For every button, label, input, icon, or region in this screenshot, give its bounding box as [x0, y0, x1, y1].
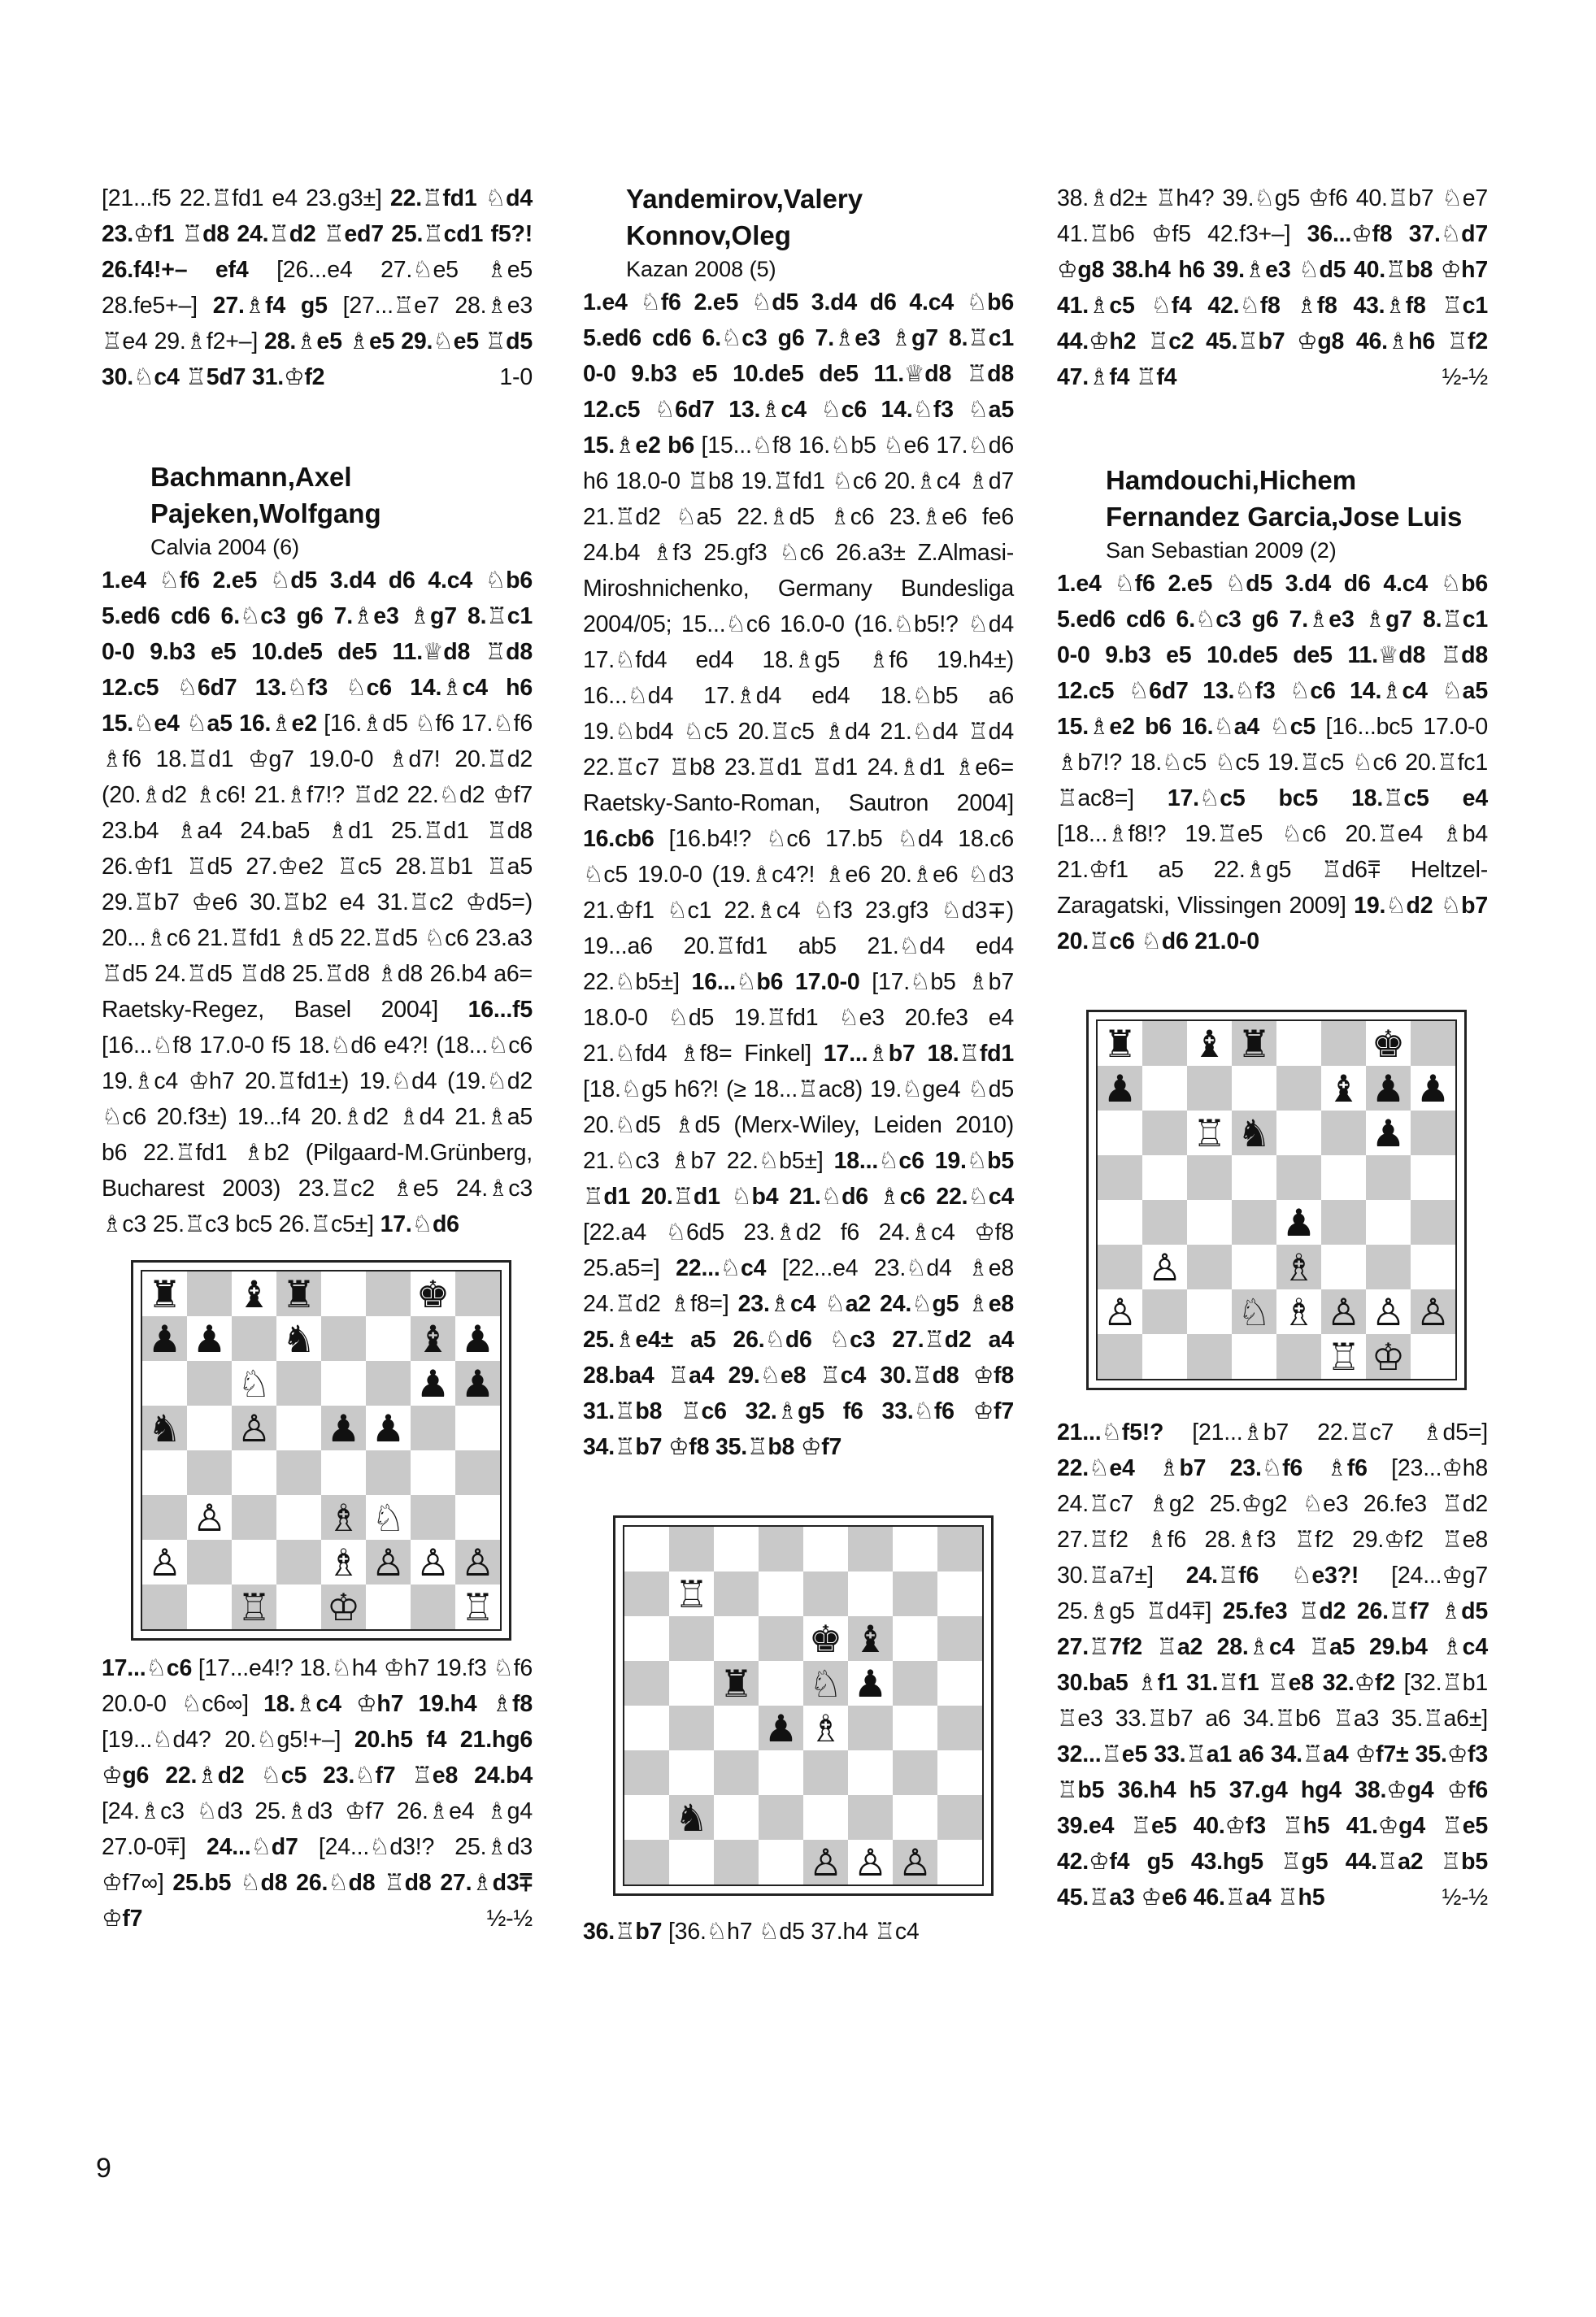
- board-square: [848, 1795, 893, 1840]
- white-bishop-icon: ♗: [326, 1540, 361, 1585]
- board-square: [1321, 1200, 1366, 1245]
- board-square: [1098, 1021, 1142, 1066]
- white-rook-icon: ♖: [1192, 1111, 1227, 1155]
- black-rook-icon: ♜: [281, 1272, 316, 1316]
- board-square: [455, 1495, 500, 1540]
- board-square: [669, 1795, 714, 1840]
- board-square: [411, 1450, 455, 1495]
- board-square: [937, 1616, 982, 1661]
- black-knight-icon: ♞: [147, 1406, 182, 1450]
- board-square: [1142, 1021, 1187, 1066]
- board-square: [366, 1540, 411, 1585]
- board-square: [366, 1495, 411, 1540]
- board-square: [455, 1272, 500, 1316]
- board-square: [1142, 1289, 1187, 1334]
- column-3: [1057, 180, 1488, 1915]
- black-pawn-icon: ♟: [147, 1316, 182, 1361]
- game-result: ½-½: [1442, 364, 1488, 390]
- player-black: Pajeken,Wolfgang: [150, 498, 381, 528]
- board-square: [276, 1406, 321, 1450]
- board-square: [411, 1406, 455, 1450]
- black-bishop-icon: ♝: [415, 1316, 450, 1361]
- board-square: [276, 1540, 321, 1585]
- board-square: [1321, 1289, 1366, 1334]
- white-rook-icon: ♖: [237, 1585, 272, 1629]
- board-square: [1098, 1334, 1142, 1379]
- board-square: [848, 1706, 893, 1750]
- column-1: [102, 180, 533, 1937]
- board-square: [759, 1840, 803, 1884]
- board-square: [893, 1616, 937, 1661]
- board-square: [803, 1840, 848, 1884]
- board-square: [276, 1272, 321, 1316]
- board-square: [232, 1495, 276, 1540]
- white-king-icon: ♔: [326, 1585, 361, 1629]
- board-square: [803, 1616, 848, 1661]
- board-square: [714, 1840, 759, 1884]
- board-square: [232, 1272, 276, 1316]
- board-square: [1366, 1021, 1411, 1066]
- board-square: [714, 1706, 759, 1750]
- white-pawn-icon: ♙: [371, 1540, 406, 1585]
- black-king-icon: ♚: [808, 1616, 843, 1661]
- board-square: [1276, 1155, 1321, 1200]
- board-square: [893, 1527, 937, 1571]
- black-pawn-icon: ♟: [1416, 1066, 1450, 1111]
- board-square: [937, 1840, 982, 1884]
- board-square: [759, 1527, 803, 1571]
- board-square: [1366, 1200, 1411, 1245]
- board-square: [366, 1585, 411, 1629]
- board-square: [142, 1406, 187, 1450]
- player-white: Hamdouchi,Hichem: [1106, 465, 1357, 495]
- chess-board: [623, 1525, 984, 1886]
- board-square: [759, 1571, 803, 1616]
- board-square: [937, 1571, 982, 1616]
- board-square: [937, 1706, 982, 1750]
- board-square: [1098, 1289, 1142, 1334]
- board-square: [669, 1571, 714, 1616]
- board-square: [1366, 1245, 1411, 1289]
- black-pawn-icon: ♟: [1371, 1066, 1406, 1111]
- board-square: [1098, 1066, 1142, 1111]
- board-square: [1098, 1155, 1142, 1200]
- board-square: [848, 1840, 893, 1884]
- board-square: [1187, 1155, 1232, 1200]
- white-pawn-icon: ♙: [808, 1840, 843, 1884]
- board-square: [1232, 1200, 1276, 1245]
- player-black: Fernandez Garcia,Jose Luis: [1106, 502, 1463, 532]
- board-square: [759, 1661, 803, 1706]
- board-square: [321, 1406, 366, 1450]
- board-square: [937, 1661, 982, 1706]
- white-knight-icon: ♘: [1237, 1289, 1272, 1334]
- board-square: [893, 1795, 937, 1840]
- board-square: [803, 1661, 848, 1706]
- white-pawn-icon: ♙: [415, 1540, 450, 1585]
- board-square: [276, 1361, 321, 1406]
- board-square: [366, 1316, 411, 1361]
- black-pawn-icon: ♟: [1102, 1066, 1137, 1111]
- board-square: [1321, 1021, 1366, 1066]
- game-continuation: 38.♗d2± ♖h4? 39.♘g5 ♔f6 40.♖b7 ♘e7 41.♖b6 ♔f5 42.f3+–] 36...♔f8 37.♘d7 ♔g8 38.h4 h6 39.♗e3 ♘d5 40.♖b8 ♔h7 41.♗c5 ♘f4 42.♘f8 ♗f8 43.♗f8 ♖c1 44.♔h2 ♖c2 45.♖b7 ♔g8 46.♗h6 ♖f2 47.♗f4 ♖f4 ½-½: [1057, 180, 1488, 395]
- board-square: [1098, 1245, 1142, 1289]
- board-square: [848, 1571, 893, 1616]
- board-square: [759, 1706, 803, 1750]
- board-square: [1142, 1245, 1187, 1289]
- board-square: [669, 1616, 714, 1661]
- black-pawn-icon: ♟: [853, 1661, 888, 1706]
- board-square: [714, 1527, 759, 1571]
- board-square: [893, 1840, 937, 1884]
- black-rook-icon: ♜: [719, 1661, 754, 1706]
- board-square: [803, 1706, 848, 1750]
- board-square: [187, 1406, 232, 1450]
- board-square: [1411, 1200, 1455, 1245]
- white-bishop-icon: ♗: [1281, 1245, 1316, 1289]
- board-square: [1232, 1111, 1276, 1155]
- white-pawn-icon: ♙: [898, 1840, 933, 1884]
- board-square: [1187, 1021, 1232, 1066]
- black-knight-icon: ♞: [674, 1795, 709, 1840]
- board-square: [232, 1450, 276, 1495]
- board-square: [187, 1361, 232, 1406]
- game-moves-after-diagram: 36.♖b7 [36.♘h7 ♘d5 37.h4 ♖c4: [583, 1919, 920, 1945]
- board-square: [276, 1495, 321, 1540]
- board-square: [1187, 1289, 1232, 1334]
- game-moves-after-diagram: 17...♘c6 [17...e4!? 18.♘h4 ♔h7 19.f3 ♘f6 20.0-0 ♘c6∞] 18.♗c4 ♔h7 19.h4 ♗f8 [19...♘d4? 20.♘g5!+–] 20.h5 f4 21.hg6 ♔g6 22.♗d2 ♘c5 23.♘f7 ♖e8 24.b4 [24.♗c3 ♘d3 25.♗d3 ♔f7 26.♗e4 ♗g4 27.0-0⩱] 24...♘d7 [24...♘d3!? 25.♗d3 ♔f7∞] 25.b5 ♘d8 26.♘d8 ♖d8 27.♗d3⩱ ♔f7 ½-½: [102, 1650, 533, 1937]
- board-square: [411, 1361, 455, 1406]
- game-event: Kazan 2008 (5): [626, 257, 776, 281]
- board-square: [366, 1406, 411, 1450]
- white-bishop-icon: ♗: [326, 1495, 361, 1540]
- board-square: [411, 1495, 455, 1540]
- black-pawn-icon: ♟: [763, 1706, 798, 1750]
- game-continuation: [21...f5 22.♖fd1 e4 23.g3±] 22.♖fd1 ♘d4 23.♔f1 ♖d8 24.♖d2 ♖ed7 25.♖cd1 f5?! 26.f4!+– ef4 [26...e4 27.♘e5 ♗e5 28.fe5+–] 27.♗f4 g5 [27...♖e7 28.♗e3 ♖e4 29.♗f2+–] 28.♗e5 ♗e5 29.♘e5 ♖d5 30.♘c4 ♖5d7 31.♔f2 1-0: [102, 180, 533, 395]
- board-square: [1321, 1111, 1366, 1155]
- chess-board: [141, 1270, 502, 1631]
- board-square: [411, 1585, 455, 1629]
- board-square: [893, 1706, 937, 1750]
- board-square: [714, 1571, 759, 1616]
- board-square: [624, 1527, 669, 1571]
- board-square: [1276, 1245, 1321, 1289]
- white-pawn-icon: ♙: [1147, 1245, 1182, 1289]
- game-result: ½-½: [486, 1906, 533, 1932]
- game-moves: 1.e4 ♘f6 2.e5 ♘d5 3.d4 d6 4.c4 ♘b6 5.ed6 cd6 6.♘c3 g6 7.♗e3 ♗g7 8.♖c1 0-0 9.b3 e5 10.de5 de5 11.♕d8 ♖d8 12.c5 ♘6d7 13.♘f3 ♘c6 14.♗c4 ♘a5 15.♗e2 b6 16.♘a4 ♘c5 [16...bc5 17.0-0 ♗b7!? 18.♘c5 ♘c5 19.♖c5 ♘c6 20.♖fc1 ♖ac8=] 17.♘c5 bc5 18.♖c5 e4 [18...♗f8!? 19.♖e5 ♘c6 20.♖e4 ♗b4 21.♔f1 a5 22.♗g5 ♖d6⩱ Heltzel-Zaragatski, Vlissingen 2009] 19.♘d2 ♘b7 20.♖c6 ♘d6 21.0-0: [1057, 571, 1488, 954]
- board-square: [455, 1406, 500, 1450]
- board-square: [321, 1450, 366, 1495]
- board-square: [1232, 1021, 1276, 1066]
- black-pawn-icon: ♟: [192, 1316, 227, 1361]
- board-square: [1232, 1289, 1276, 1334]
- board-square: [321, 1585, 366, 1629]
- board-square: [455, 1540, 500, 1585]
- board-square: [232, 1406, 276, 1450]
- game-header: [150, 459, 533, 563]
- board-square: [1187, 1200, 1232, 1245]
- page-number: 9: [96, 2153, 111, 2184]
- board-square: [1321, 1334, 1366, 1379]
- black-pawn-icon: ♟: [371, 1406, 406, 1450]
- black-king-icon: ♚: [415, 1272, 450, 1316]
- board-square: [142, 1361, 187, 1406]
- white-pawn-icon: ♙: [1326, 1289, 1361, 1334]
- board-square: [276, 1450, 321, 1495]
- black-pawn-icon: ♟: [1371, 1111, 1406, 1155]
- board-square: [1366, 1155, 1411, 1200]
- board-square: [1276, 1289, 1321, 1334]
- black-rook-icon: ♜: [1102, 1021, 1137, 1066]
- board-square: [232, 1316, 276, 1361]
- board-square: [1366, 1111, 1411, 1155]
- board-square: [893, 1750, 937, 1795]
- board-square: [1142, 1200, 1187, 1245]
- white-knight-icon: ♘: [808, 1661, 843, 1706]
- board-square: [759, 1795, 803, 1840]
- board-square: [1411, 1245, 1455, 1289]
- board-square: [1142, 1155, 1187, 1200]
- board-square: [1276, 1334, 1321, 1379]
- black-pawn-icon: ♟: [415, 1361, 450, 1406]
- white-rook-icon: ♖: [1326, 1334, 1361, 1379]
- black-bishop-icon: ♝: [237, 1272, 272, 1316]
- board-square: [1321, 1155, 1366, 1200]
- board-square: [803, 1527, 848, 1571]
- game-header: [1106, 462, 1488, 566]
- game-moves: 1.e4 ♘f6 2.e5 ♘d5 3.d4 d6 4.c4 ♘b6 5.ed6 cd6 6.♘c3 g6 7.♗e3 ♗g7 8.♖c1 0-0 9.b3 e5 10.de5 de5 11.♕d8 ♖d8 12.c5 ♘6d7 13.♘f3 ♘c6 14.♗c4 h6 15.♘e4 ♘a5 16.♗e2 [16.♗d5 ♘f6 17.♘f6 ♗f6 18.♖d1 ♔g7 19.0-0 ♗d7! 20.♖d2 (20.♗d2 ♗c6! 21.♗f7!? ♖d2 22.♘d2 ♔f7 23.b4 ♗a4 24.ba5 ♗d1 25.♖d1 ♖d8 26.♔f1 ♖d5 27.♔e2 ♖c5 28.♖b1 ♖a5 29.♖b7 ♔e6 30.♖b2 e4 31.♖c2 ♔d5=) 20...♗c6 21.♖fd1 ♗d5 22.♖d5 ♘c6 23.a3 ♖d5 24.♖d5 ♖d8 25.♖d8 ♗d8 26.b4 a6= Raetsky-Regez, Basel 2004] 16...f5 [16...♘f8 17.0-0 f5 18.♘d6 e4?! (18...♘c6 19.♗c4 ♔h7 20.♖fd1±) 19.♘d4 (19.♘d2 ♘c6 20.f3±) 19...f4 20.♗d2 ♗d4 21.♗a5 b6 22.♖fd1 ♗b2 (Pilgaard-M.Grünberg, Bucharest 2003) 23.♖c2 ♗e5 24.♗c3 ♗c3 25.♖c3 bc5 26.♖c5±] 17.♘d6: [102, 567, 533, 1237]
- board-square: [142, 1316, 187, 1361]
- white-bishop-icon: ♗: [1281, 1289, 1316, 1334]
- chess-diagram: [1086, 1010, 1467, 1390]
- white-pawn-icon: ♙: [1371, 1289, 1406, 1334]
- board-square: [1098, 1200, 1142, 1245]
- black-bishop-icon: ♝: [1192, 1021, 1227, 1066]
- board-square: [142, 1450, 187, 1495]
- board-square: [411, 1272, 455, 1316]
- board-square: [803, 1571, 848, 1616]
- board-square: [187, 1272, 232, 1316]
- board-square: [669, 1840, 714, 1884]
- board-square: [848, 1661, 893, 1706]
- game-header: [626, 180, 1014, 285]
- board-square: [187, 1316, 232, 1361]
- board-square: [187, 1450, 232, 1495]
- board-square: [411, 1540, 455, 1585]
- board-square: [669, 1661, 714, 1706]
- board-square: [232, 1540, 276, 1585]
- chess-diagram: [613, 1515, 994, 1896]
- board-square: [455, 1585, 500, 1629]
- game-event: San Sebastian 2009 (2): [1106, 538, 1337, 563]
- board-square: [1187, 1245, 1232, 1289]
- board-square: [142, 1272, 187, 1316]
- player-white: Bachmann,Axel: [150, 462, 352, 492]
- white-knight-icon: ♘: [237, 1361, 272, 1406]
- board-square: [1276, 1066, 1321, 1111]
- board-square: [142, 1540, 187, 1585]
- board-square: [759, 1750, 803, 1795]
- black-pawn-icon: ♟: [326, 1406, 361, 1450]
- board-square: [1321, 1066, 1366, 1111]
- black-rook-icon: ♜: [1237, 1021, 1272, 1066]
- board-square: [1411, 1289, 1455, 1334]
- board-square: [714, 1795, 759, 1840]
- black-pawn-icon: ♟: [460, 1361, 495, 1406]
- white-knight-icon: ♘: [371, 1495, 406, 1540]
- board-square: [1232, 1245, 1276, 1289]
- white-king-icon: ♔: [1371, 1334, 1406, 1379]
- board-square: [1142, 1066, 1187, 1111]
- board-square: [1411, 1021, 1455, 1066]
- board-square: [669, 1706, 714, 1750]
- board-square: [1187, 1334, 1232, 1379]
- black-knight-icon: ♞: [1237, 1111, 1272, 1155]
- board-square: [1187, 1066, 1232, 1111]
- player-black: Konnov,Oleg: [626, 220, 791, 250]
- board-square: [321, 1361, 366, 1406]
- black-pawn-icon: ♟: [1281, 1200, 1316, 1245]
- black-king-icon: ♚: [1371, 1021, 1406, 1066]
- column-2: [583, 180, 1014, 1950]
- board-square: [669, 1527, 714, 1571]
- game-result: ½-½: [1442, 1884, 1488, 1911]
- board-square: [142, 1585, 187, 1629]
- board-square: [937, 1750, 982, 1795]
- white-pawn-icon: ♙: [460, 1540, 495, 1585]
- board-square: [1142, 1334, 1187, 1379]
- black-knight-icon: ♞: [281, 1316, 316, 1361]
- black-bishop-icon: ♝: [1326, 1066, 1361, 1111]
- white-pawn-icon: ♙: [1416, 1289, 1450, 1334]
- board-square: [232, 1585, 276, 1629]
- board-square: [1411, 1111, 1455, 1155]
- board-square: [1276, 1111, 1321, 1155]
- white-pawn-icon: ♙: [237, 1406, 272, 1450]
- board-square: [714, 1616, 759, 1661]
- board-square: [276, 1316, 321, 1361]
- board-square: [1098, 1111, 1142, 1155]
- white-rook-icon: ♖: [460, 1585, 495, 1629]
- board-square: [848, 1527, 893, 1571]
- board-square: [321, 1540, 366, 1585]
- board-square: [624, 1706, 669, 1750]
- board-square: [759, 1616, 803, 1661]
- white-pawn-icon: ♙: [192, 1495, 227, 1540]
- board-square: [455, 1316, 500, 1361]
- board-square: [624, 1840, 669, 1884]
- board-square: [803, 1750, 848, 1795]
- game-moves-after-diagram: 21...♘f5!? [21...♗b7 22.♖c7 ♗d5=] 22.♘e4 ♗b7 23.♘f6 ♗f6 [23...♔h8 24.♖c7 ♗g2 25.♔g2 ♘e3 26.fe3 ♖d2 27.♖f2 ♗f6 28.♗f3 ♖f2 29.♔f2 ♖e8 30.♖a7±] 24.♖f6 ♘e3?! [24...♔g7 25.♗g5 ♖d4⩱] 25.fe3 ♖d2 26.♖f7 ♗d5 27.♖7f2 ♖a2 28.♗c4 ♖a5 29.b4 ♗c4 30.ba5 ♗f1 31.♖f1 ♖e8 32.♔f2 [32.♖b1 ♖e3 33.♖b7 a6 34.♖b6 ♖a3 35.♖a6±] 32...♖e5 33.♖a1 a6 34.♖a4 ♔f7± 35.♔f3 ♖b5 36.h4 h5 37.g4 hg4 38.♔g4 ♔f6 39.e4 ♖e5 40.♔f3 ♖h5 41.♔g4 ♖e5 42.♔f4 g5 43.hg5 ♖g5 44.♖a2 ♖b5 45.♖a3 ♔e6 46.♖a4 ♖h5 ½-½: [1057, 1415, 1488, 1915]
- white-pawn-icon: ♙: [853, 1840, 888, 1884]
- white-pawn-icon: ♙: [147, 1540, 182, 1585]
- white-bishop-icon: ♗: [808, 1706, 843, 1750]
- board-square: [1142, 1111, 1187, 1155]
- game-event: Calvia 2004 (6): [150, 535, 300, 559]
- chess-diagram: [131, 1260, 511, 1641]
- board-square: [321, 1495, 366, 1540]
- game-moves: 1.e4 ♘f6 2.e5 ♘d5 3.d4 d6 4.c4 ♘b6 5.ed6 cd6 6.♘c3 g6 7.♗e3 ♗g7 8.♖c1 0-0 9.b3 e5 10.de5 de5 11.♕d8 ♖d8 12.c5 ♘6d7 13.♗c4 ♘c6 14.♘f3 ♘a5 15.♗e2 b6 [15...♘f8 16.♘b5 ♘e6 17.♘d6 h6 18.0-0 ♖b8 19.♖fd1 ♘c6 20.♗c4 ♗d7 21.♖d2 ♘a5 22.♗d5 ♗c6 23.♗e6 fe6 24.b4 ♗f3 25.gf3 ♘c6 26.a3± Z.Almasi-Miroshnichenko, Germany Bundesliga 2004/05; 15...♘c6 16.0-0 (16.♘b5!? ♘d4 17.♘fd4 ed4 18.♗g5 ♗f6 19.h4±) 16...♘d4 17.♗d4 ed4 18.♘b5 a6 19.♘bd4 ♘c5 20.♖c5 ♗d4 21.♘d4 ♖d4 22.♖c7 ♖b8 23.♖d1 ♖d1 24.♗d1 ♗e6= Raetsky-Santo-Roman, Sautron 2004] 16.cb6 [16.b4!? ♘c6 17.b5 ♘d4 18.c6 ♘c5 19.0-0 (19.♗c4?! ♗e6 20.♗e6 ♘d3 21.♔f1 ♘c1 22.♗c4 ♘f3 23.gf3 ♘d3∓) 19...a6 20.♖fd1 ab5 21.♘d4 ed4 22.♘b5±] 16...♘b6 17.0-0 [17.♘b5 ♗b7 18.0-0 ♘d5 19.♖fd1 ♘e3 20.fe3 e4 21.♘fd4 ♗f8= Finkel] 17...♗b7 18.♖fd1 [18.♘g5 h6?! (≥ 18...♖ac8) 19.♘ge4 ♘d5 20.♘d5 ♗d5 (Merx-Wiley, Leiden 2010) 21.♘c3 ♗b7 22.♘b5±] 18...♘c6 19.♘b5 ♖d1 20.♖d1 ♘b4 21.♘d6 ♗c6 22.♘c4 [22.a4 ♘6d5 23.♗d2 f6 24.♗c4 ♔f8 25.a5=] 22...♘c4 [22...e4 23.♘d4 ♗e8 24.♖d2 ♗f8=] 23.♗c4 ♘a2 24.♘g5 ♗e8 25.♗e4± a5 26.♘d6 ♘c3 27.♖d2 a4 28.ba4 ♖a4 29.♘e8 ♖c4 30.♖d8 ♔f8 31.♖b8 ♖c6 32.♗g5 f6 33.♘f6 ♔f7 34.♖b7 ♔f8 35.♖b8 ♔f7: [583, 289, 1015, 1460]
- board-square: [321, 1272, 366, 1316]
- board-square: [1232, 1334, 1276, 1379]
- board-square: [411, 1316, 455, 1361]
- board-square: [624, 1795, 669, 1840]
- board-square: [624, 1571, 669, 1616]
- board-square: [1366, 1289, 1411, 1334]
- board-square: [321, 1316, 366, 1361]
- board-square: [803, 1795, 848, 1840]
- board-square: [1411, 1334, 1455, 1379]
- game-result: 1-0: [499, 364, 533, 390]
- board-square: [1366, 1334, 1411, 1379]
- board-square: [848, 1616, 893, 1661]
- board-square: [1187, 1111, 1232, 1155]
- board-square: [187, 1540, 232, 1585]
- board-square: [1232, 1066, 1276, 1111]
- chess-board: [1096, 1019, 1457, 1380]
- board-square: [624, 1616, 669, 1661]
- board-square: [142, 1495, 187, 1540]
- board-square: [893, 1571, 937, 1616]
- board-square: [187, 1495, 232, 1540]
- board-square: [1232, 1155, 1276, 1200]
- black-rook-icon: ♜: [147, 1272, 182, 1316]
- board-square: [366, 1450, 411, 1495]
- board-square: [455, 1450, 500, 1495]
- board-square: [1276, 1021, 1321, 1066]
- board-square: [455, 1361, 500, 1406]
- board-square: [714, 1661, 759, 1706]
- black-bishop-icon: ♝: [853, 1616, 888, 1661]
- board-square: [714, 1750, 759, 1795]
- board-square: [1366, 1066, 1411, 1111]
- board-square: [276, 1585, 321, 1629]
- board-square: [624, 1661, 669, 1706]
- board-square: [187, 1585, 232, 1629]
- board-square: [366, 1361, 411, 1406]
- board-square: [1321, 1245, 1366, 1289]
- player-white: Yandemirov,Valery: [626, 184, 863, 214]
- white-pawn-icon: ♙: [1102, 1289, 1137, 1334]
- board-square: [624, 1750, 669, 1795]
- board-square: [893, 1661, 937, 1706]
- board-square: [1276, 1200, 1321, 1245]
- board-square: [232, 1361, 276, 1406]
- board-square: [366, 1272, 411, 1316]
- board-square: [937, 1795, 982, 1840]
- board-square: [937, 1527, 982, 1571]
- white-rook-icon: ♖: [674, 1571, 709, 1616]
- board-square: [848, 1750, 893, 1795]
- board-square: [1411, 1066, 1455, 1111]
- board-square: [669, 1750, 714, 1795]
- board-square: [1411, 1155, 1455, 1200]
- black-pawn-icon: ♟: [460, 1316, 495, 1361]
